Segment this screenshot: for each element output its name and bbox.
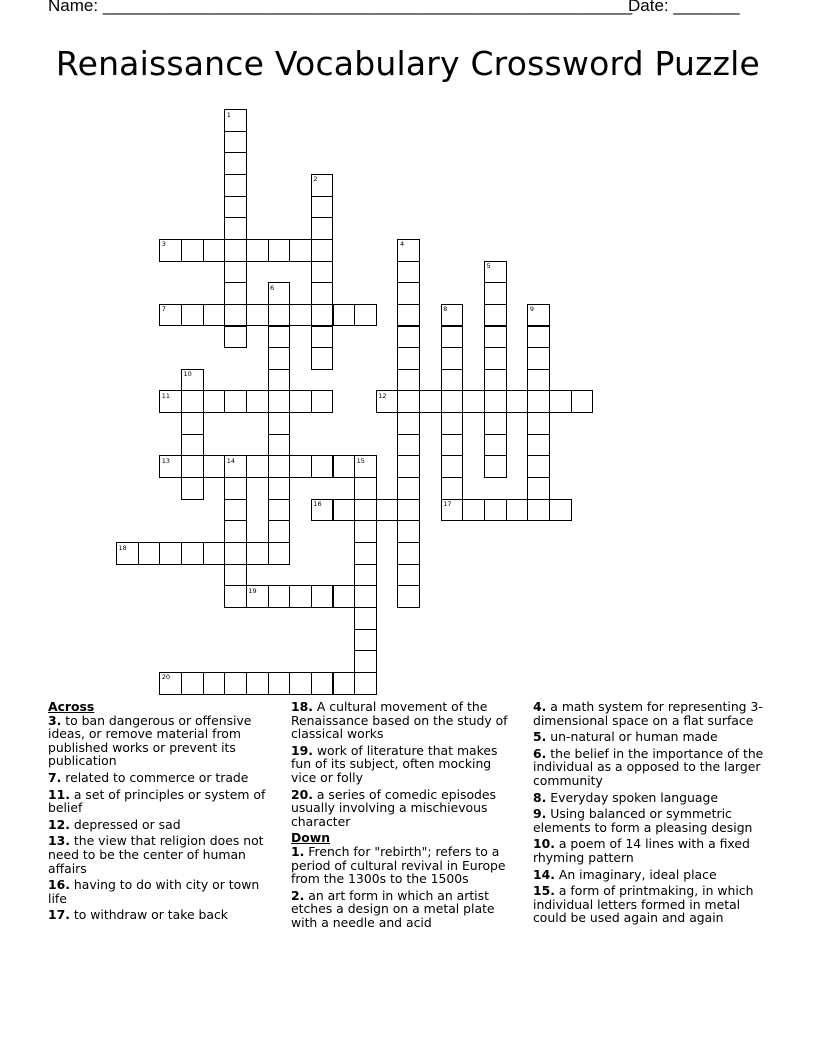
grid-cell[interactable]: [203, 672, 226, 695]
grid-cell[interactable]: [311, 326, 334, 349]
clue-number-13: 13: [161, 456, 171, 465]
grid-cell[interactable]: [527, 412, 550, 435]
clues-column-2: [291, 700, 519, 933]
grid-cell[interactable]: [138, 542, 161, 565]
clue-number-2: 2: [313, 175, 318, 184]
clue-number-7: 7: [161, 305, 166, 314]
grid-cell[interactable]: [333, 585, 356, 608]
grid-cell[interactable]: [549, 390, 572, 413]
grid-cell[interactable]: [333, 499, 356, 522]
grid-cell[interactable]: [571, 390, 594, 413]
grid-cell[interactable]: [159, 542, 182, 565]
grid-cell[interactable]: [224, 390, 247, 413]
grid-cell[interactable]: [268, 585, 291, 608]
grid-cell[interactable]: [181, 434, 204, 457]
grid-cell[interactable]: [354, 585, 377, 608]
grid-cell[interactable]: [224, 542, 247, 565]
grid-cell[interactable]: [376, 499, 399, 522]
grid-cell[interactable]: [354, 499, 377, 522]
grid-cell[interactable]: [246, 455, 269, 478]
grid-cell[interactable]: [268, 326, 291, 349]
clue-across-18: 18. A cultural movement of the Renaissance based on the study of classical works: [291, 699, 508, 742]
grid-cell[interactable]: [484, 390, 507, 413]
grid-cell[interactable]: [224, 499, 247, 522]
grid-cell[interactable]: [397, 520, 420, 543]
grid-cell[interactable]: [441, 477, 464, 500]
grid-cell[interactable]: [224, 304, 247, 327]
grid-cell[interactable]: [224, 152, 247, 175]
grid-cell[interactable]: [397, 261, 420, 284]
clue-across-11: 11. a set of principles or system of belief: [48, 786, 266, 816]
grid-cell[interactable]: [203, 239, 226, 262]
grid-cell[interactable]: [224, 239, 247, 262]
grid-cell[interactable]: [224, 282, 247, 305]
grid-cell[interactable]: [397, 434, 420, 457]
grid-cell[interactable]: [224, 477, 247, 500]
grid-cell[interactable]: [224, 520, 247, 543]
grid-cell[interactable]: [397, 326, 420, 349]
grid-cell[interactable]: [268, 477, 291, 500]
grid-cell[interactable]: [354, 477, 377, 500]
grid-cell[interactable]: [224, 564, 247, 587]
grid-cell[interactable]: [527, 326, 550, 349]
clue-number-5: 5: [486, 262, 491, 271]
grid-cell[interactable]: [268, 520, 291, 543]
grid-cell[interactable]: [311, 282, 334, 305]
grid-cell[interactable]: [268, 412, 291, 435]
grid-cell[interactable]: [246, 304, 269, 327]
clue-down-2: 2. an art form in which an artist etches a design on a metal plate with a needle and acid: [291, 887, 495, 930]
grid-cell[interactable]: [224, 131, 247, 154]
grid-cell[interactable]: [311, 217, 334, 240]
grid-cell[interactable]: [311, 390, 334, 413]
clue-number-4: 4: [399, 240, 405, 249]
grid-cell[interactable]: [311, 672, 334, 695]
grid-cell[interactable]: [289, 390, 312, 413]
clue-down-10: 10. a poem of 14 lines with a fixed rhyming pattern: [533, 836, 750, 865]
grid-cell[interactable]: [311, 347, 334, 370]
clue-across-19: 19. work of literature that makes fun of its subject, often mocking vice or folly: [291, 742, 498, 785]
grid-cell[interactable]: [181, 477, 204, 500]
grid-cell[interactable]: [268, 369, 291, 392]
grid-cell[interactable]: [441, 369, 464, 392]
clue-down-9: 9. Using balanced or symmetric elements to form a pleasing design: [533, 806, 753, 835]
grid-cell[interactable]: [181, 239, 204, 262]
grid-cell[interactable]: [354, 542, 377, 565]
grid-cell[interactable]: [527, 369, 550, 392]
grid-cell[interactable]: [462, 390, 485, 413]
grid-cell[interactable]: [203, 542, 226, 565]
grid-cell[interactable]: [549, 499, 572, 522]
grid-cell[interactable]: [397, 477, 420, 500]
grid-cell[interactable]: [354, 520, 377, 543]
clue-number-20: 20: [161, 673, 171, 682]
grid-cell[interactable]: [484, 499, 507, 522]
grid-cell[interactable]: [224, 174, 247, 197]
grid-cell[interactable]: [181, 304, 204, 327]
grid-cell[interactable]: [354, 650, 377, 673]
clues-column-1: [48, 700, 278, 925]
clue-number-8: 8: [443, 305, 448, 314]
grid-cell[interactable]: [181, 412, 204, 435]
grid-cell[interactable]: [484, 326, 507, 349]
grid-cell[interactable]: [397, 304, 420, 327]
clue-across-7: 7. related to commerce or trade: [48, 769, 249, 785]
grid-cell[interactable]: [441, 326, 464, 349]
grid-cell[interactable]: [311, 585, 334, 608]
clue-number-3: 3: [161, 240, 166, 249]
grid-cell[interactable]: [224, 326, 247, 349]
clue-down-14: 14. An imaginary, ideal place: [533, 866, 717, 882]
grid-cell[interactable]: [527, 499, 550, 522]
grid-cell[interactable]: [441, 455, 464, 478]
clue-down-15: 15. a form of printmaking, in which individual letters formed in metal could be used again and again: [533, 883, 754, 926]
clue-number-6: 6: [270, 283, 275, 292]
grid-cell[interactable]: [397, 499, 420, 522]
grid-cell[interactable]: [224, 585, 247, 608]
grid-cell[interactable]: [441, 390, 464, 413]
grid-cell[interactable]: [181, 542, 204, 565]
grid-cell[interactable]: [333, 672, 356, 695]
grid-cell[interactable]: [397, 282, 420, 305]
grid-cell[interactable]: [527, 434, 550, 457]
grid-cell[interactable]: [203, 304, 226, 327]
grid-cell[interactable]: [246, 239, 269, 262]
grid-cell[interactable]: [441, 434, 464, 457]
clue-across-20: 20. a series of comedic episodes usually involving a mischievous character: [291, 786, 496, 829]
grid-cell[interactable]: [311, 196, 334, 219]
grid-cell[interactable]: [333, 455, 356, 478]
clue-number-9: 9: [529, 305, 534, 314]
grid-cell[interactable]: [268, 672, 291, 695]
grid-cell[interactable]: [397, 390, 420, 413]
grid-cell[interactable]: [289, 455, 312, 478]
grid-cell[interactable]: [506, 499, 529, 522]
clue-number-11: 11: [161, 391, 171, 400]
grid-cell[interactable]: [268, 390, 291, 413]
clue-across-13: 13. the view that religion does not need to be the center of human affairs: [48, 833, 264, 876]
grid-cell[interactable]: [397, 347, 420, 370]
clue-number-16: 16: [313, 500, 322, 509]
clue-across-16: 16. having to do with city or town life: [48, 877, 260, 906]
clue-across-3: 3. to ban dangerous or offensive ideas, or remove material from published works or prevent its publication: [48, 712, 252, 769]
grid-cell[interactable]: [484, 282, 507, 305]
grid-cell[interactable]: [246, 390, 269, 413]
grid-cell[interactable]: [397, 542, 420, 565]
grid-cell[interactable]: [527, 347, 550, 370]
grid-cell[interactable]: [484, 369, 507, 392]
page-title: Renaissance Vocabulary Crossword Puzzle: [55, 44, 761, 83]
grid-cell[interactable]: [397, 412, 420, 435]
grid-cell[interactable]: [289, 304, 312, 327]
across-heading: Across: [48, 699, 95, 714]
clue-number-15: 15: [356, 456, 365, 465]
grid-cell[interactable]: [484, 347, 507, 370]
grid-cell[interactable]: [484, 412, 507, 435]
grid-cell[interactable]: [289, 239, 312, 262]
grid-cell[interactable]: [224, 672, 247, 695]
clue-number-10: 10: [183, 370, 192, 379]
grid-cell[interactable]: [224, 196, 247, 219]
grid-cell[interactable]: [441, 412, 464, 435]
grid-cell[interactable]: [203, 390, 226, 413]
grid-cell[interactable]: [268, 434, 291, 457]
grid-cell[interactable]: [268, 347, 291, 370]
grid-cell[interactable]: [224, 261, 247, 284]
grid-cell[interactable]: [289, 585, 312, 608]
grid-cell[interactable]: [397, 564, 420, 587]
clue-down-1: 1. French for "rebirth"; refers to a period of cultural revival in Europe from the 1300s to the 1500s: [291, 843, 506, 887]
grid-cell[interactable]: [441, 347, 464, 370]
clue-down-8: 8. Everyday spoken language: [533, 789, 718, 805]
grid-cell[interactable]: [484, 304, 507, 327]
clue-number-12: 12: [378, 391, 387, 400]
grid-cell[interactable]: [224, 217, 247, 240]
clue-down-5: 5. un-natural or human made: [533, 729, 718, 745]
clue-down-6: 6. the belief in the importance of the individual as a opposed to the larger community: [533, 745, 764, 788]
clues-column-3: [533, 700, 773, 928]
grid-cell[interactable]: [268, 455, 291, 478]
grid-cell[interactable]: [289, 672, 312, 695]
date-field[interactable]: Date: _______: [628, 0, 740, 15]
grid-cell[interactable]: [354, 564, 377, 587]
grid-cell[interactable]: [311, 455, 334, 478]
grid-cell[interactable]: [181, 390, 204, 413]
grid-cell[interactable]: [268, 304, 291, 327]
clue-across-17: 17. to withdraw or take back: [48, 907, 228, 923]
grid-cell[interactable]: [484, 455, 507, 478]
clue-across-12: 12. depressed or sad: [48, 816, 181, 832]
clue-number-19: 19: [248, 586, 257, 595]
grid-cell[interactable]: [527, 455, 550, 478]
grid-cell[interactable]: [419, 390, 442, 413]
down-heading: Down: [291, 830, 331, 846]
grid-cell[interactable]: [268, 499, 291, 522]
grid-cell[interactable]: [354, 607, 377, 630]
grid-cell[interactable]: [397, 585, 420, 608]
grid-cell[interactable]: [354, 672, 377, 695]
clue-number-17: 17: [443, 500, 452, 509]
clue-down-4: 4. a math system for representing 3-dimensional space on a flat surface: [533, 699, 763, 728]
grid-cell[interactable]: [181, 672, 204, 695]
grid-cell[interactable]: [354, 304, 377, 327]
grid-cell[interactable]: [203, 455, 226, 478]
grid-cell[interactable]: [246, 542, 269, 565]
clue-number-14: 14: [226, 456, 236, 465]
grid-cell[interactable]: [484, 434, 507, 457]
name-field[interactable]: Name: ________________________________________________________: [48, 0, 633, 15]
grid-cell[interactable]: [268, 239, 291, 262]
grid-cell[interactable]: [311, 239, 334, 262]
grid-cell[interactable]: [181, 455, 204, 478]
grid-cell[interactable]: [506, 390, 529, 413]
grid-cell[interactable]: [354, 629, 377, 652]
grid-cell[interactable]: [311, 261, 334, 284]
grid-cell[interactable]: [462, 499, 485, 522]
clue-number-1: 1: [226, 110, 231, 119]
grid-cell[interactable]: [527, 390, 550, 413]
grid-cell[interactable]: [397, 455, 420, 478]
grid-cell[interactable]: [311, 304, 334, 327]
grid-cell[interactable]: [268, 542, 291, 565]
grid-cell[interactable]: [246, 672, 269, 695]
grid-cell[interactable]: [397, 369, 420, 392]
grid-cell[interactable]: [333, 304, 356, 327]
grid-cell[interactable]: [527, 477, 550, 500]
clue-number-18: 18: [118, 543, 127, 552]
